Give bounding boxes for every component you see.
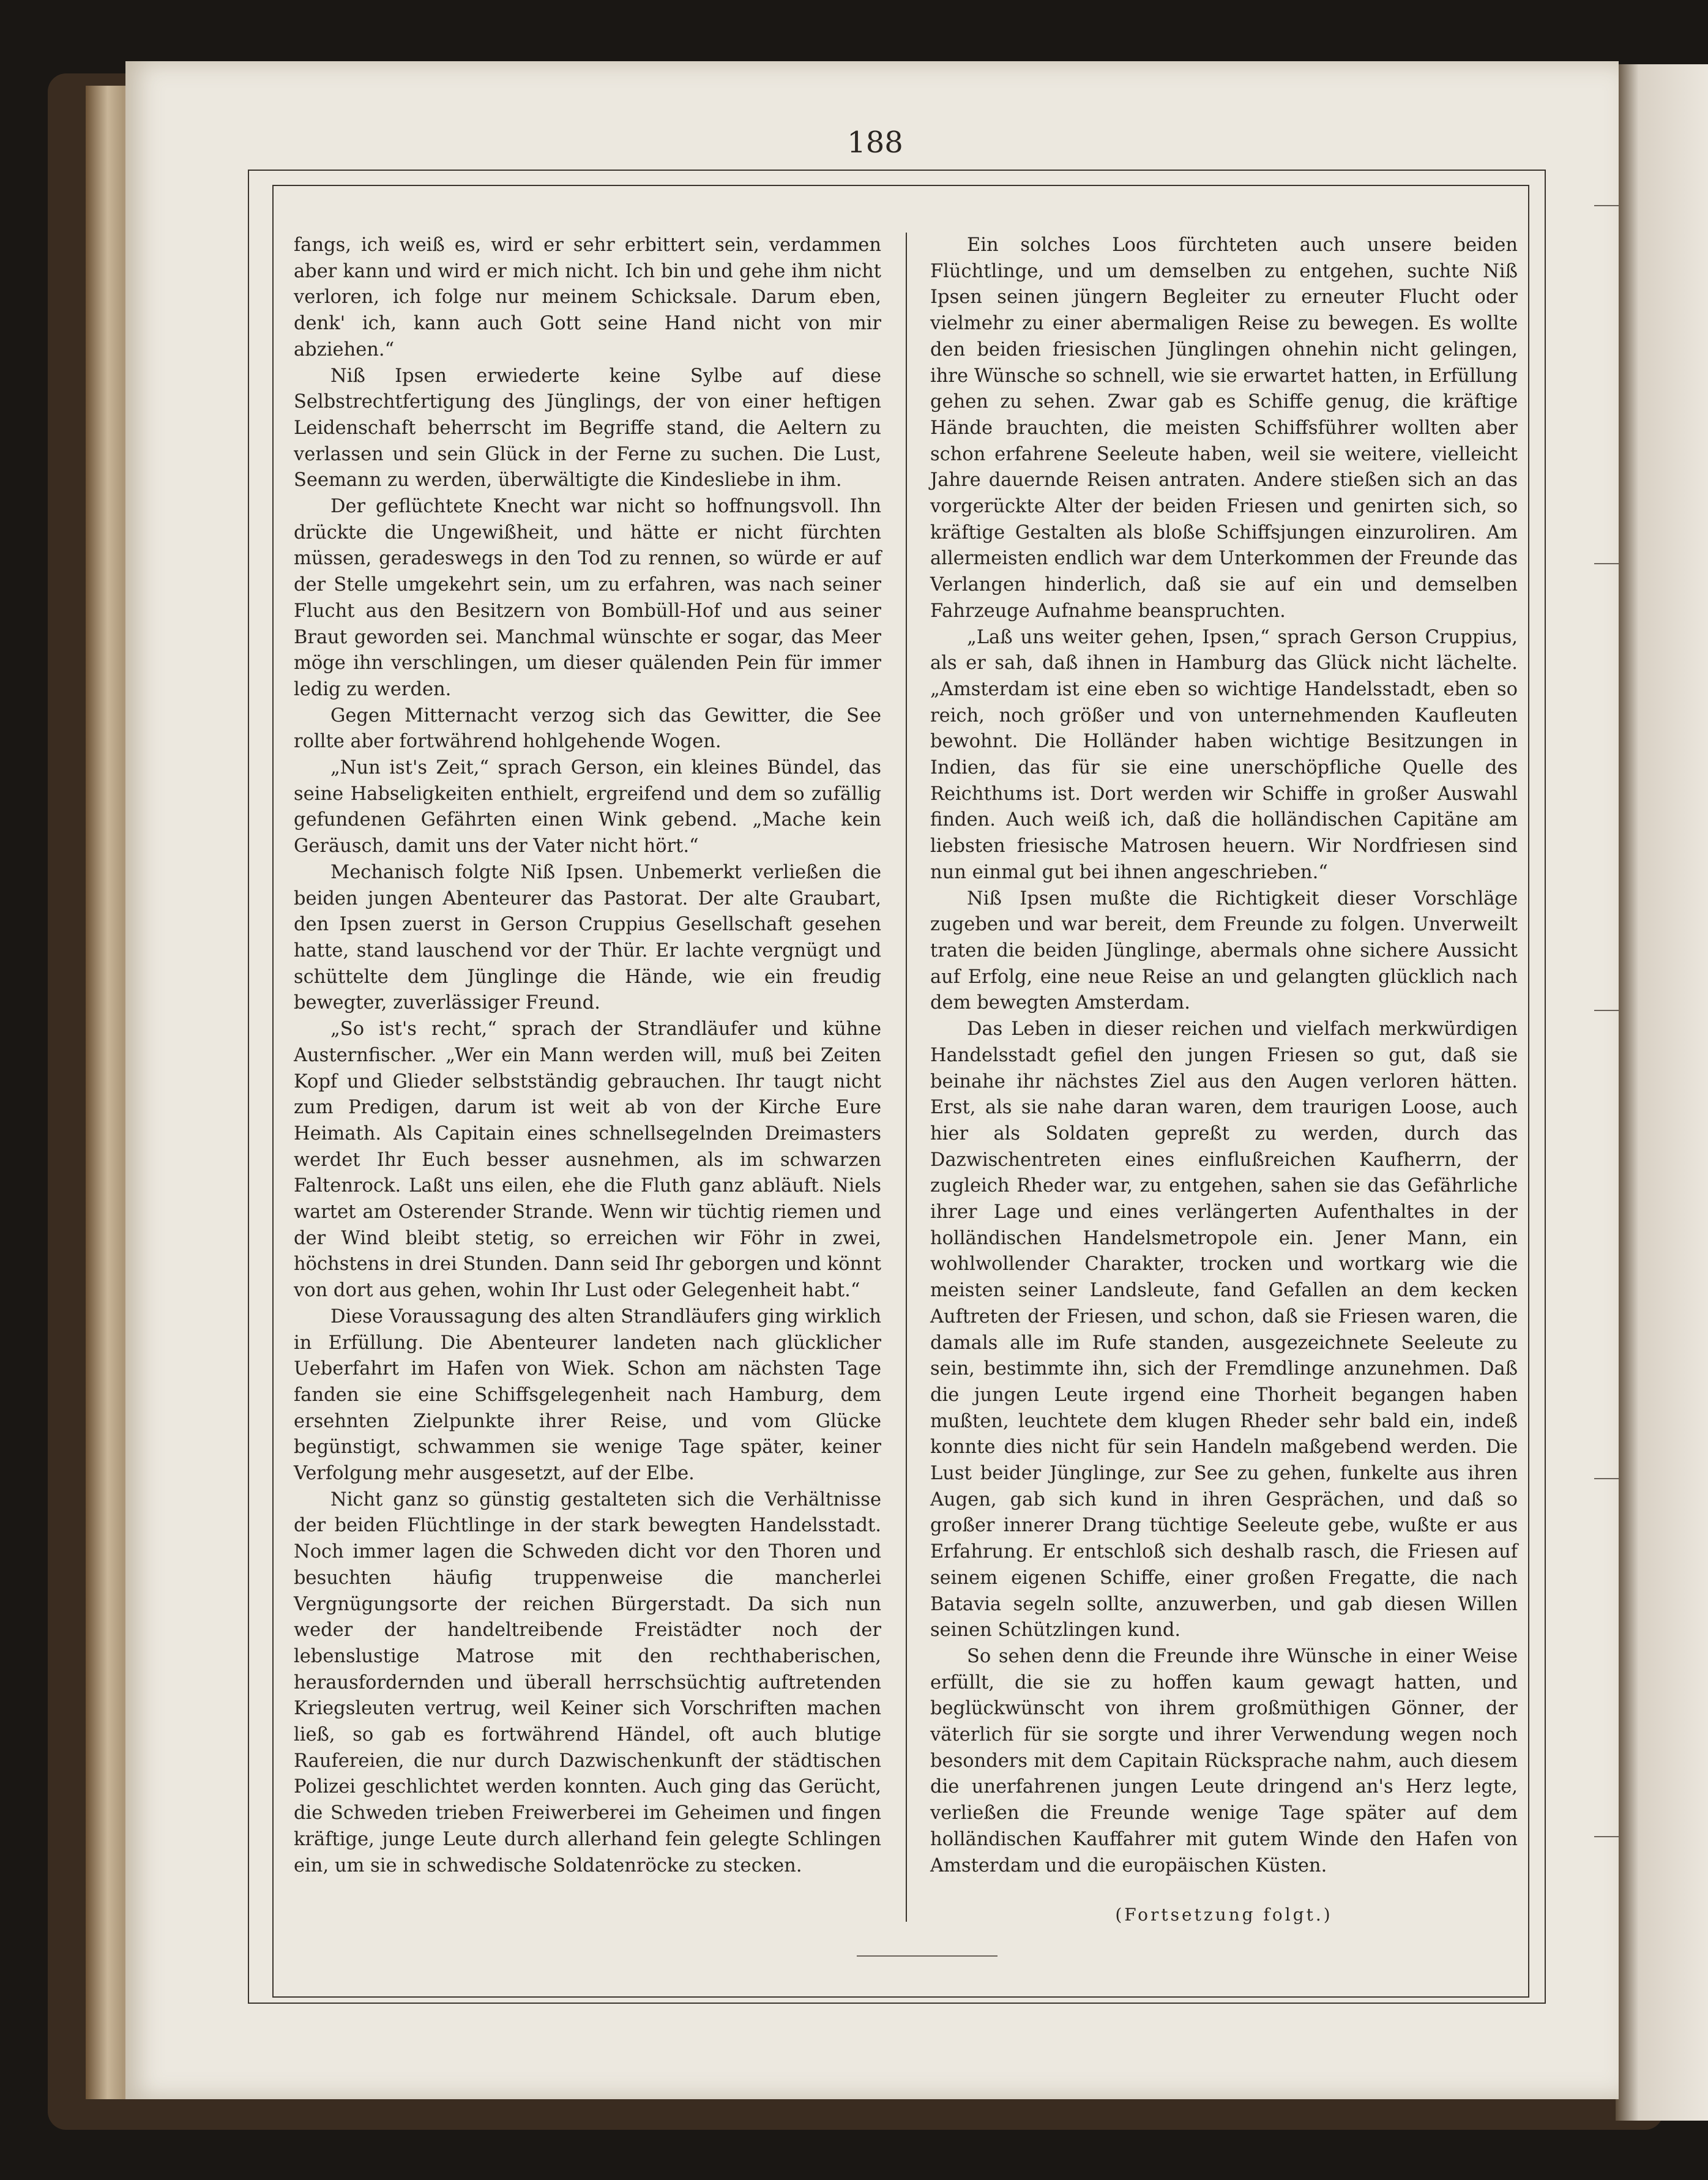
facing-page [1616,64,1708,2121]
continued-note: (Fortsetzung folgt.) [1115,1905,1333,1925]
paragraph: Das Leben in dieser reichen und vielfach merkwürdigen Handelsstadt gefiel den jungen Friesen so gut, daß sie beinahe ihr nächstes Ziel aus den Augen verloren hätten. Erst, als sie nahe daran waren, dem traurigen Loose, auch hier als Soldaten gepreßt zu werden, durch das Dazwischentreten eines einflußreichen Kaufherrn, der zugleich Rheder war, zu entgehen, sahen sie das Gefährliche ihrer Lage und eines verlängerten Aufenthaltes in der holländischen Handelsmetropole ein. Jener Mann, ein wohlwollender Charakter, trocken und wortkarg wie die meisten seiner Landsleute, fand Gefallen an dem kecken Auftreten der Friesen, und schon, daß sie Friesen waren, die damals alle im Rufe standen, ausgezeichnete Seeleute zu sein, bestimmte ihn, sich der Fremdlinge anzunehmen. Daß die jungen Leute irgend eine Thorheit begangen haben mußten, leuchtete dem klugen Rheder sehr bald ein, indeß konnte dies nicht für sein Handeln maßgebend werden. Die Lust beider Jünglinge, zur See zu gehen, funkelte aus ihren Augen, gab sich kund in ihren Gesprächen, und daß so großer innerer Drang tüchtige Seeleute gebe, wußte er aus Erfahrung. Er entschloß sich deshalb rasch, die Friesen auf seinem eigenen Schiffe, einer großen Fregatte, die nach Batavia segeln sollte, anzuwerben, und gab diesen Willen seinen Schützlingen kund. [930,1018,1518,1641]
left-column [294,233,881,1879]
page-number: 188 [847,125,903,160]
edge-mark [1594,563,1619,564]
edge-mark [1594,1836,1619,1837]
paragraph: Nicht ganz so günstig gestalteten sich die Verhältnisse der beiden Flüchtlinge in der stark bewegten Handelsstadt. Noch immer lagen die Schweden dicht vor den Thoren und besuchten häufig truppenweise die mancherlei Vergnügungsorte der reichen Bürgerstadt. Da sich nun weder der handeltreibende Freistädter noch der lebenslustige Matrose mit den rechthaberischen, herausfordernden und überall herrschsüchtig auftretenden Kriegsleuten vertrug, weil Keiner sich Vorschriften machen ließ, so gab es fortwährend Händel, oft auch blutige Raufereien, die nur durch Dazwischenkunft der städtischen Polizei geschlichtet werden konnten. Auch ging das Gerücht, die Schweden trieben Freiwerberei im Geheimen und fingen kräftige, junge Leute durch allerhand fein gelegte Schlingen ein, um sie in schwedische Soldatenröcke zu stecken. [294,1488,881,1876]
bottom-rule [857,1955,998,1957]
paragraph: So sehen denn die Freunde ihre Wünsche in einer Weise erfüllt, die sie zu hoffen kaum gewagt hatten, und beglückwünscht von ihrem großmüthigen Gönner, der väterlich für sie sorgte und ihrer Verwendung wegen noch besonders mit dem Capitain Rücksprache nahm, auch diesem die unerfahrenen jungen Leute dringend an's Herz legte, verließen die Freunde wenige Tage später auf dem holländischen Kauffahrer mit gutem Winde den Hafen von Amsterdam und die europäischen Küsten. [930,1645,1518,1876]
edge-mark [1594,1478,1619,1479]
paragraph: „So ist's recht,“ sprach der Strandläufer und kühne Austernfischer. „Wer ein Mann werden will, muß bei Zeiten Kopf und Glieder selbstständig gebrauchen. Ihr taugt nicht zum Predigen, darum ist weit ab von der Kirche Eure Heimath. Als Capitain eines schnellsegelnden Dreimasters werdet Ihr Euch besser ausnehmen, als im schwarzen Faltenrock. Laßt uns eilen, ehe die Fluth ganz abläuft. Niels wartet am Osterender Strande. Wenn wir tüchtig riemen und der Wind bleibt stetig, so erreichen wir Föhr in zwei, höchstens in drei Stunden. Dann seid Ihr geborgen und könnt von dort aus gehen, wohin Ihr Lust oder Gelegenheit habt.“ [294,1018,881,1302]
paragraph: Niß Ipsen mußte die Richtigkeit dieser Vorschläge zugeben und war bereit, dem Freunde zu folgen. Unverweilt traten die beiden Jünglinge, abermals ohne sichere Aussicht auf Erfolg, eine neue Reise an und gelangten glücklich nach dem bewegten Amsterdam. [930,887,1518,1014]
paragraph: Niß Ipsen erwiederte keine Sylbe auf diese Selbstrechtfertigung des Jünglings, der von einer heftigen Leidenschaft beherrscht im Begriffe stand, die Aeltern zu verlassen und sein Glück in der Ferne zu suchen. Die Lust, Seemann zu werden, überwältigte die Kindesliebe in ihm. [294,365,881,491]
paragraph: fangs, ich weiß es, wird er sehr erbittert sein, verdammen aber kann und wird er mich nicht. Ich bin und gehe ihm nicht verloren, ich folge nur meinem Schicksale. Darum eben, denk' ich, kann auch Gott seine Hand nicht von mir abziehen.“ [294,234,881,360]
paragraph: Ein solches Loos fürchteten auch unsere beiden Flüchtlinge, und um demselben zu entgehen, suchte Niß Ipsen seinen jüngern Begleiter zu erneuter Flucht oder vielmehr zu einer abermaligen Reise zu bewegen. Es wollte den beiden friesischen Jünglingen ohnehin nicht gelingen, ihre Wünsche so schnell, wie sie erwartet hatten, in Erfüllung gehen zu sehen. Zwar gab es Schiffe genug, die kräftige Hände brauchten, die meisten Schiffsführer wollten aber schon erfahrene Seeleute haben, weil sie weitere, vielleicht Jahre dauernde Reisen antraten. Andere stießen sich an das vorgerückte Alter der beiden Friesen und genirten sich, so kräftige Gestalten als bloße Schiffsjungen einzuroliren. Am allermeisten endlich war dem Unterkommen der Freunde das Verlangen hinderlich, daß sie auf ein und demselben Fahrzeuge Aufnahme beanspruchten. [930,234,1518,622]
paragraph: „Laß uns weiter gehen, Ipsen,“ sprach Gerson Cruppius, als er sah, daß ihnen in Hamburg das Glück nicht lächelte. „Amsterdam ist eine eben so wichtige Handelsstadt, eben so reich, noch größer und von unternehmenden Kaufleuten bewohnt. Die Holländer haben wichtige Besitzungen in Indien, das für sie eine unerschöpfliche Quelle des Reichthums ist. Dort werden wir Schiffe in großer Auswahl finden. Auch weiß ich, daß die holländischen Capitäne am liebsten friesische Matrosen heuern. Wir Nordfriesen sind nun einmal gut bei ihnen angeschrieben.“ [930,626,1518,883]
right-column [930,233,1518,1879]
paragraph: „Nun ist's Zeit,“ sprach Gerson, ein kleines Bündel, das seine Habseligkeiten enthielt, ergreifend und dem so zufällig gefundenen Gefährten einen Wink gebend. „Mache kein Geräusch, damit uns der Vater nicht hört.“ [294,757,881,857]
edge-mark [1594,205,1619,206]
paragraph: Der geflüchtete Knecht war nicht so hoffnungsvoll. Ihn drückte die Ungewißheit, und hätte er nicht fürchten müssen, geradeswegs in den Tod zu rennen, so würde er auf der Stelle umgekehrt sein, um zu erfahren, was nach seiner Flucht aus den Besitzern von Bombüll-Hof und aus seiner Braut geworden sei. Manchmal wünschte er sogar, das Meer möge ihn verschlingen, um dieser quälenden Pein für immer ledig zu werden. [294,496,881,700]
column-divider [906,233,907,1922]
paragraph: Mechanisch folgte Niß Ipsen. Unbemerkt verließen die beiden jungen Abenteurer das Pastorat. Der alte Graubart, den Ipsen zuerst in Gerson Cruppius Gesellschaft gesehen hatte, stand lauschend vor der Thür. Er lachte vergnügt und schüttelte dem Jünglinge die Hände, wie ein freudig bewegter, zuverlässiger Freund. [294,861,881,1014]
paragraph: Gegen Mitternacht verzog sich das Gewitter, die See rollte aber fortwährend hohlgehende Wogen. [294,704,881,753]
edge-mark [1594,1010,1619,1011]
paragraph: Diese Voraussagung des alten Strandläufers ging wirklich in Erfüllung. Die Abenteurer landeten nach glücklicher Ueberfahrt im Hafen von Wiek. Schon am nächsten Tage fanden sie eine Schiffsgelegenheit nach Hamburg, dem ersehnten Zielpunkte ihrer Reise, und vom Glücke begünstigt, schwammen sie wenige Tage später, keiner Verfolgung mehr ausgesetzt, auf der Elbe. [294,1305,881,1485]
